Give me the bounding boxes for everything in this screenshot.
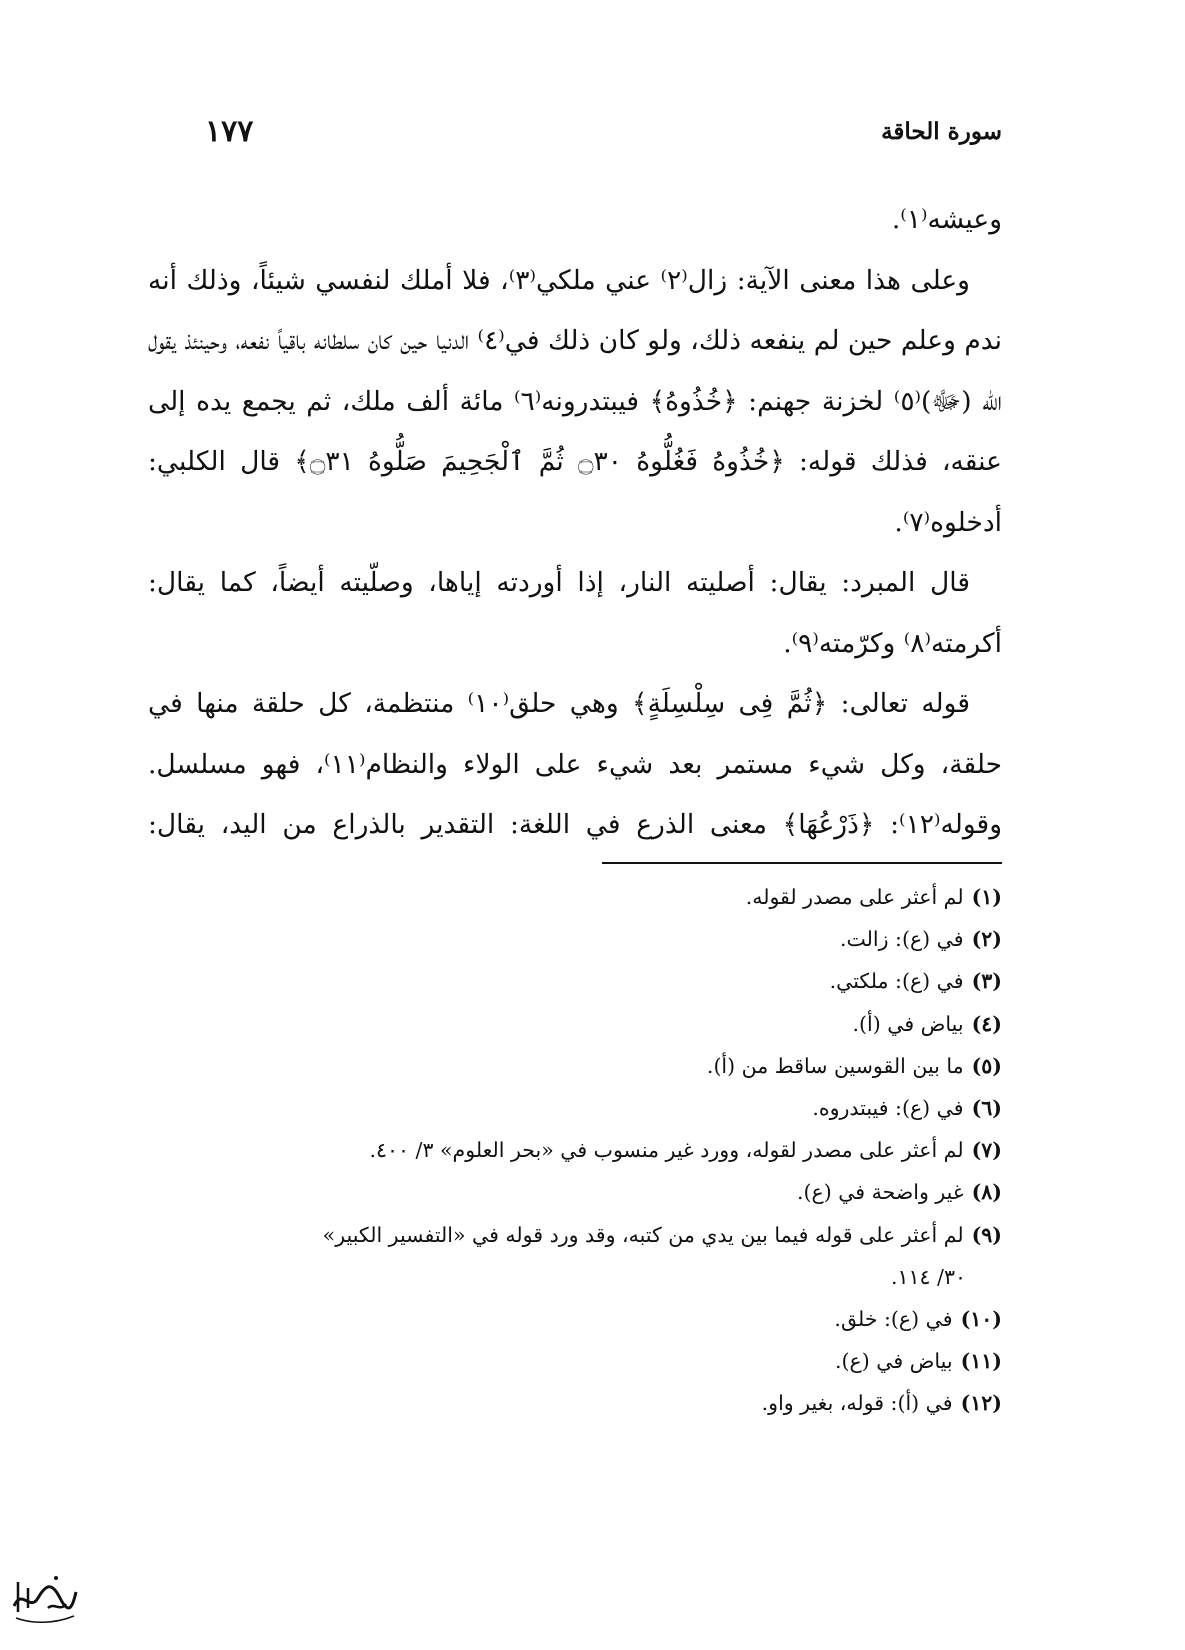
main-text bbox=[148, 190, 1002, 856]
footnote bbox=[148, 1171, 1002, 1213]
paragraph: وعيشه⁽١⁾. bbox=[891, 204, 1002, 235]
library-logo-calligraphy-icon bbox=[8, 1568, 80, 1628]
footnote-text: غير واضحة في (ع). bbox=[796, 1180, 964, 1205]
footnote-number: (٦) bbox=[971, 1096, 1002, 1121]
footnote-number: (١١) bbox=[960, 1349, 1002, 1374]
footnote-number: (٥) bbox=[971, 1053, 1002, 1078]
footnote-text: في (أ): قوله، بغير واو. bbox=[761, 1391, 953, 1416]
footnote-number: (١٠) bbox=[960, 1307, 1002, 1332]
footnote-number: (١٢) bbox=[960, 1391, 1002, 1416]
footnote-number: (٢) bbox=[971, 927, 1002, 952]
footnote-text: بياض في (أ). bbox=[852, 1011, 964, 1036]
footnote bbox=[148, 1129, 1002, 1171]
page-header bbox=[205, 114, 1002, 158]
footnote-text: لم أعثر على مصدر لقوله. bbox=[745, 885, 964, 909]
footnote bbox=[148, 1340, 1002, 1382]
footnote bbox=[148, 1214, 1002, 1256]
footnote bbox=[148, 1087, 1002, 1129]
footnote bbox=[148, 1045, 1002, 1087]
footnote bbox=[148, 1298, 1002, 1340]
footnote bbox=[148, 1382, 1002, 1424]
paragraph: قال المبرد: يقال: أصليته النار، إذا أوردته إياها، وصلّيته أيضاً، كما يقال: أكرمته⁽٨⁾ وكرّمته⁽٩⁾. bbox=[148, 567, 1002, 659]
page-number: ١٧٧ bbox=[205, 114, 254, 149]
paragraph: وعلى هذا معنى الآية: زال⁽٢⁾ عني ملكي⁽٣⁾، فلا أملك لنفسي شيئاً، وذلك أنه ندم وعلم حين لم ينفعه ذلك، ولو كان ذلك في⁽٤⁾ الدنيا حين كان سلطانه باقياً نفعه، وحينئذ يقول الله (ﷻ)⁽٥⁾ لخزنة جهنم: ﴿خُذُوهُ﴾ فيبتدرونه⁽٦⁾ مائة ألف ملك، ثم يجمع يده إلى عنقه، فذلك قوله: ﴿خُذُوهُ فَغُلُّوهُ ۝٣٠ ثُمَّ ٱلْجَحِيمَ صَلُّوهُ ۝٣١﴾ قال الكلبي: أدخلوه⁽٧⁾. bbox=[148, 264, 1003, 538]
footnote-number: (٩) bbox=[971, 1222, 1002, 1247]
running-title: سورة الحاقة bbox=[881, 118, 1002, 145]
footnote-continuation: ٣٠/ ١١٤. bbox=[890, 1264, 966, 1289]
footnote-number: (١) bbox=[971, 885, 1002, 909]
footnote-text: لم أعثر على قوله فيما بين يدي من كتبه، وقد ورد قوله في «التفسير الكبير» bbox=[322, 1222, 964, 1247]
footnotes bbox=[148, 876, 1002, 1425]
footnote-number: (٤) bbox=[971, 1011, 1002, 1036]
footnote-text: في (ع): ملكتي. bbox=[829, 969, 964, 994]
footnote bbox=[148, 918, 1002, 960]
paragraph: قوله تعالى: ﴿ثُمَّ فِى سِلْسِلَةٍ﴾ وهي حلق⁽١٠⁾ منتظمة، كل حلقة منها في حلقة، وكل شيء مستمر بعد شيء على الولاء والنظام⁽١١⁾، فهو مسلسل. وقوله⁽١٢⁾: ﴿ذَرْعُهَا﴾ معنى الذرع في اللغة: التقدير بالذراع من اليد، يقال: bbox=[148, 688, 1002, 840]
footnote bbox=[148, 1003, 1002, 1045]
footnote bbox=[148, 960, 1002, 1002]
footnote bbox=[148, 876, 1002, 918]
footnote-text: في (ع): خلق. bbox=[834, 1307, 953, 1332]
footnote-separator bbox=[602, 862, 1002, 864]
footnote-text: في (ع): زالت. bbox=[840, 927, 964, 952]
footnote-text: في (ع): فيبتدروه. bbox=[812, 1096, 964, 1121]
footnote-text: لم أعثر على مصدر لقوله، وورد غير منسوب في «بحر العلوم» ٣/ ٤٠٠. bbox=[369, 1138, 964, 1163]
footnote-number: (٨) bbox=[971, 1180, 1002, 1205]
footnote-text: ما بين القوسين ساقط من (أ). bbox=[706, 1053, 964, 1078]
footnote-number: (٧) bbox=[971, 1138, 1002, 1163]
footnote-number: (٣) bbox=[971, 969, 1002, 994]
footnote-text: بياض في (ع). bbox=[834, 1349, 953, 1374]
